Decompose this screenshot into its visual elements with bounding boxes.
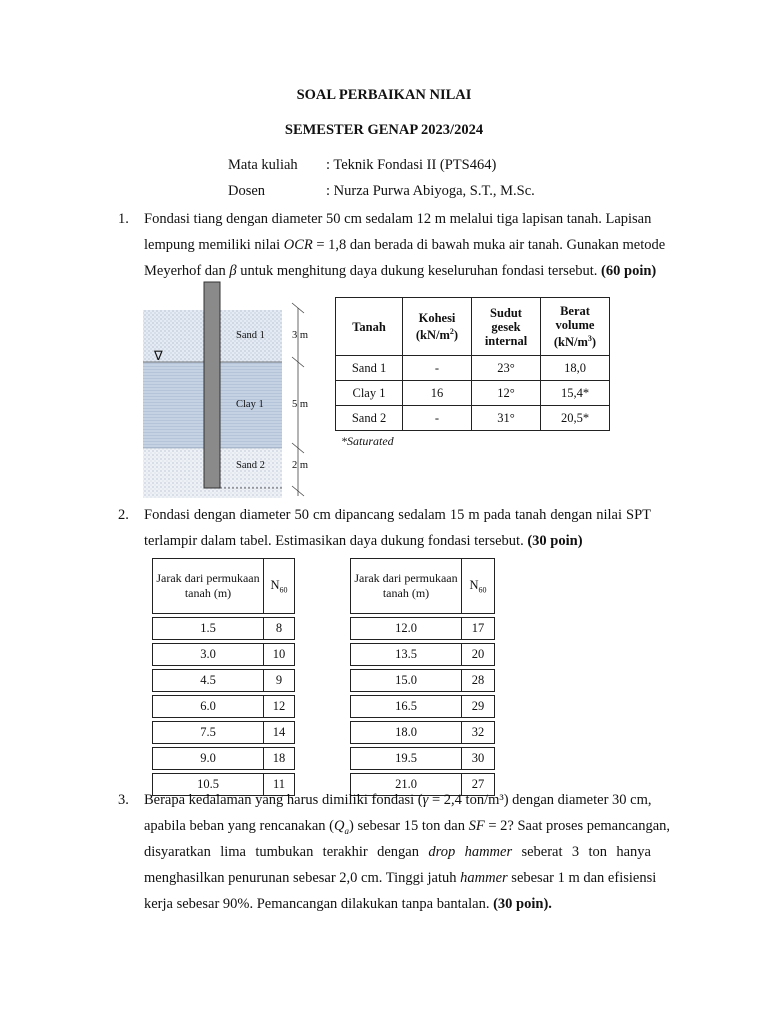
depth-sand-2: 2 m (292, 460, 309, 471)
question-3-text (144, 787, 671, 917)
water-table-icon: ∇ (154, 348, 163, 363)
saturated-note: *Saturated (341, 434, 394, 448)
table-row (336, 406, 610, 431)
table-cell: - (403, 356, 472, 381)
depth-clay-1: 5 m (292, 399, 309, 410)
question-1-number: 1. (118, 211, 129, 227)
header-tanah: Tanah (336, 298, 403, 356)
question-1-line-1: Fondasi tiang dengan diameter 50 cm sedalam 12 m melalui tiga lapisan tanah. Lapisan (144, 211, 652, 227)
question-1-line-3: Meyerhof dan β untuk menghitung daya dukung keseluruhan fondasi tersebut. (60 poin) (144, 263, 657, 279)
question-3-line-2: apabila beban yang rencanakan $(Q_a)$ sebesar 15 ton dan SF = 2? Saat proses pemancangan, (144, 818, 671, 836)
spt-left-header-n60: $N_{60}$ (264, 559, 295, 614)
pile-shaft (204, 282, 220, 488)
table-row: 9.0 18 (153, 748, 295, 770)
question-2-line-2: terlampir dalam tabel. Estimasikan daya dukung fondasi tersebut. (30 poin) (144, 533, 583, 549)
table-row: 4.5 9 (153, 670, 295, 692)
table-cell: Sand 2 (336, 406, 403, 431)
table-cell: 23° (472, 356, 541, 381)
lecturer-label: Dosen (228, 183, 266, 199)
table-cell: Clay 1 (336, 381, 403, 406)
table-row: 10.5 11 (153, 774, 295, 796)
table-cell: 31° (472, 406, 541, 431)
question-2-text (144, 502, 651, 554)
lecturer-value: : Nurza Purwa Abiyoga, S.T., M.Sc. (326, 183, 535, 199)
depth-sand-1: 3 m (292, 330, 309, 341)
question-2-points: (30 poin) (527, 533, 583, 549)
question-3-line-4: menghasilkan penurunan sebesar 2,0 cm. Tinggi jatuh hammer sebesar 1 m dan efisiensi (144, 870, 657, 886)
table-row: 19.5 30 (351, 748, 495, 770)
question-1-line-2: lempung memiliki nilai OCR = 1,8 dan berada di bawah muka air tanah. Gunakan metode (144, 237, 666, 253)
spt-left-header-depth: Jarak dari permukaan tanah (m) (153, 559, 264, 614)
table-row: 21.0 27 (351, 774, 495, 796)
question-3-line-1: Berapa kedalaman yang harus dimiliki fondasi (γ = 2,4 ton/m³) dengan diameter 30 cm, (144, 792, 652, 808)
question-3-line-5: kerja sebesar 90%. Pemancangan dilakukan tanpa bantalan. (30 poin). (144, 896, 552, 912)
table-row (336, 356, 610, 381)
table-row: 15.0 28 (351, 670, 495, 692)
document-semester: SEMESTER GENAP 2023/2024 (284, 122, 484, 138)
table-cell: 18,0 (541, 356, 610, 381)
table-cell: 12° (472, 381, 541, 406)
course-label: Mata kuliah (228, 157, 298, 173)
header-sudut-gesek: Sudut gesek internal (472, 298, 541, 356)
label-sand-1: Sand 1 (236, 330, 265, 341)
header-kohesi: Kohesi $(kN/m^2)$ (403, 298, 472, 356)
table-row: 1.5 8 (153, 618, 295, 640)
spt-right-header-n60: $N_{60}$ (462, 559, 495, 614)
label-sand-2: Sand 2 (236, 460, 265, 471)
label-clay-1: Clay 1 (236, 399, 264, 410)
spt-table-left (152, 558, 295, 796)
table-row: 7.5 14 (153, 722, 295, 744)
spt-right-header-depth: Jarak dari permukaan tanah (m) (351, 559, 462, 614)
table-cell: 20,5* (541, 406, 610, 431)
table-row: 13.5 20 (351, 644, 495, 666)
table-cell: 16 (403, 381, 472, 406)
header-berat-volume: Berat volume $(kN/m^3)$ (541, 298, 610, 356)
question-1-text (144, 206, 666, 284)
table-cell: 15,4* (541, 381, 610, 406)
table-row: 3.0 10 (153, 644, 295, 666)
question-2-number: 2. (118, 507, 129, 523)
table-cell: - (403, 406, 472, 431)
table-row: 16.5 29 (351, 696, 495, 718)
question-3-points: (30 poin). (493, 896, 552, 912)
question-3-number: 3. (118, 792, 129, 808)
table-row: 6.0 12 (153, 696, 295, 718)
spt-table-right (350, 558, 495, 796)
table-row: 12.0 17 (351, 618, 495, 640)
table-row (336, 381, 610, 406)
table-cell: Sand 1 (336, 356, 403, 381)
question-1-points: (60 poin) (601, 263, 657, 279)
table-row: 18.0 32 (351, 722, 495, 744)
question-3-line-3: disyaratkan lima tumbukan terakhir dengan drop hammer seberat 3 ton hanya (144, 844, 651, 860)
question-2-line-1: Fondasi dengan diameter 50 cm dipancang sedalam 15 m pada tanah dengan nilai SPT (144, 507, 651, 523)
document-title: SOAL PERBAIKAN NILAI (296, 87, 472, 103)
course-value: : Teknik Fondasi II (PTS464) (326, 157, 497, 173)
soil-properties-table (335, 297, 610, 431)
